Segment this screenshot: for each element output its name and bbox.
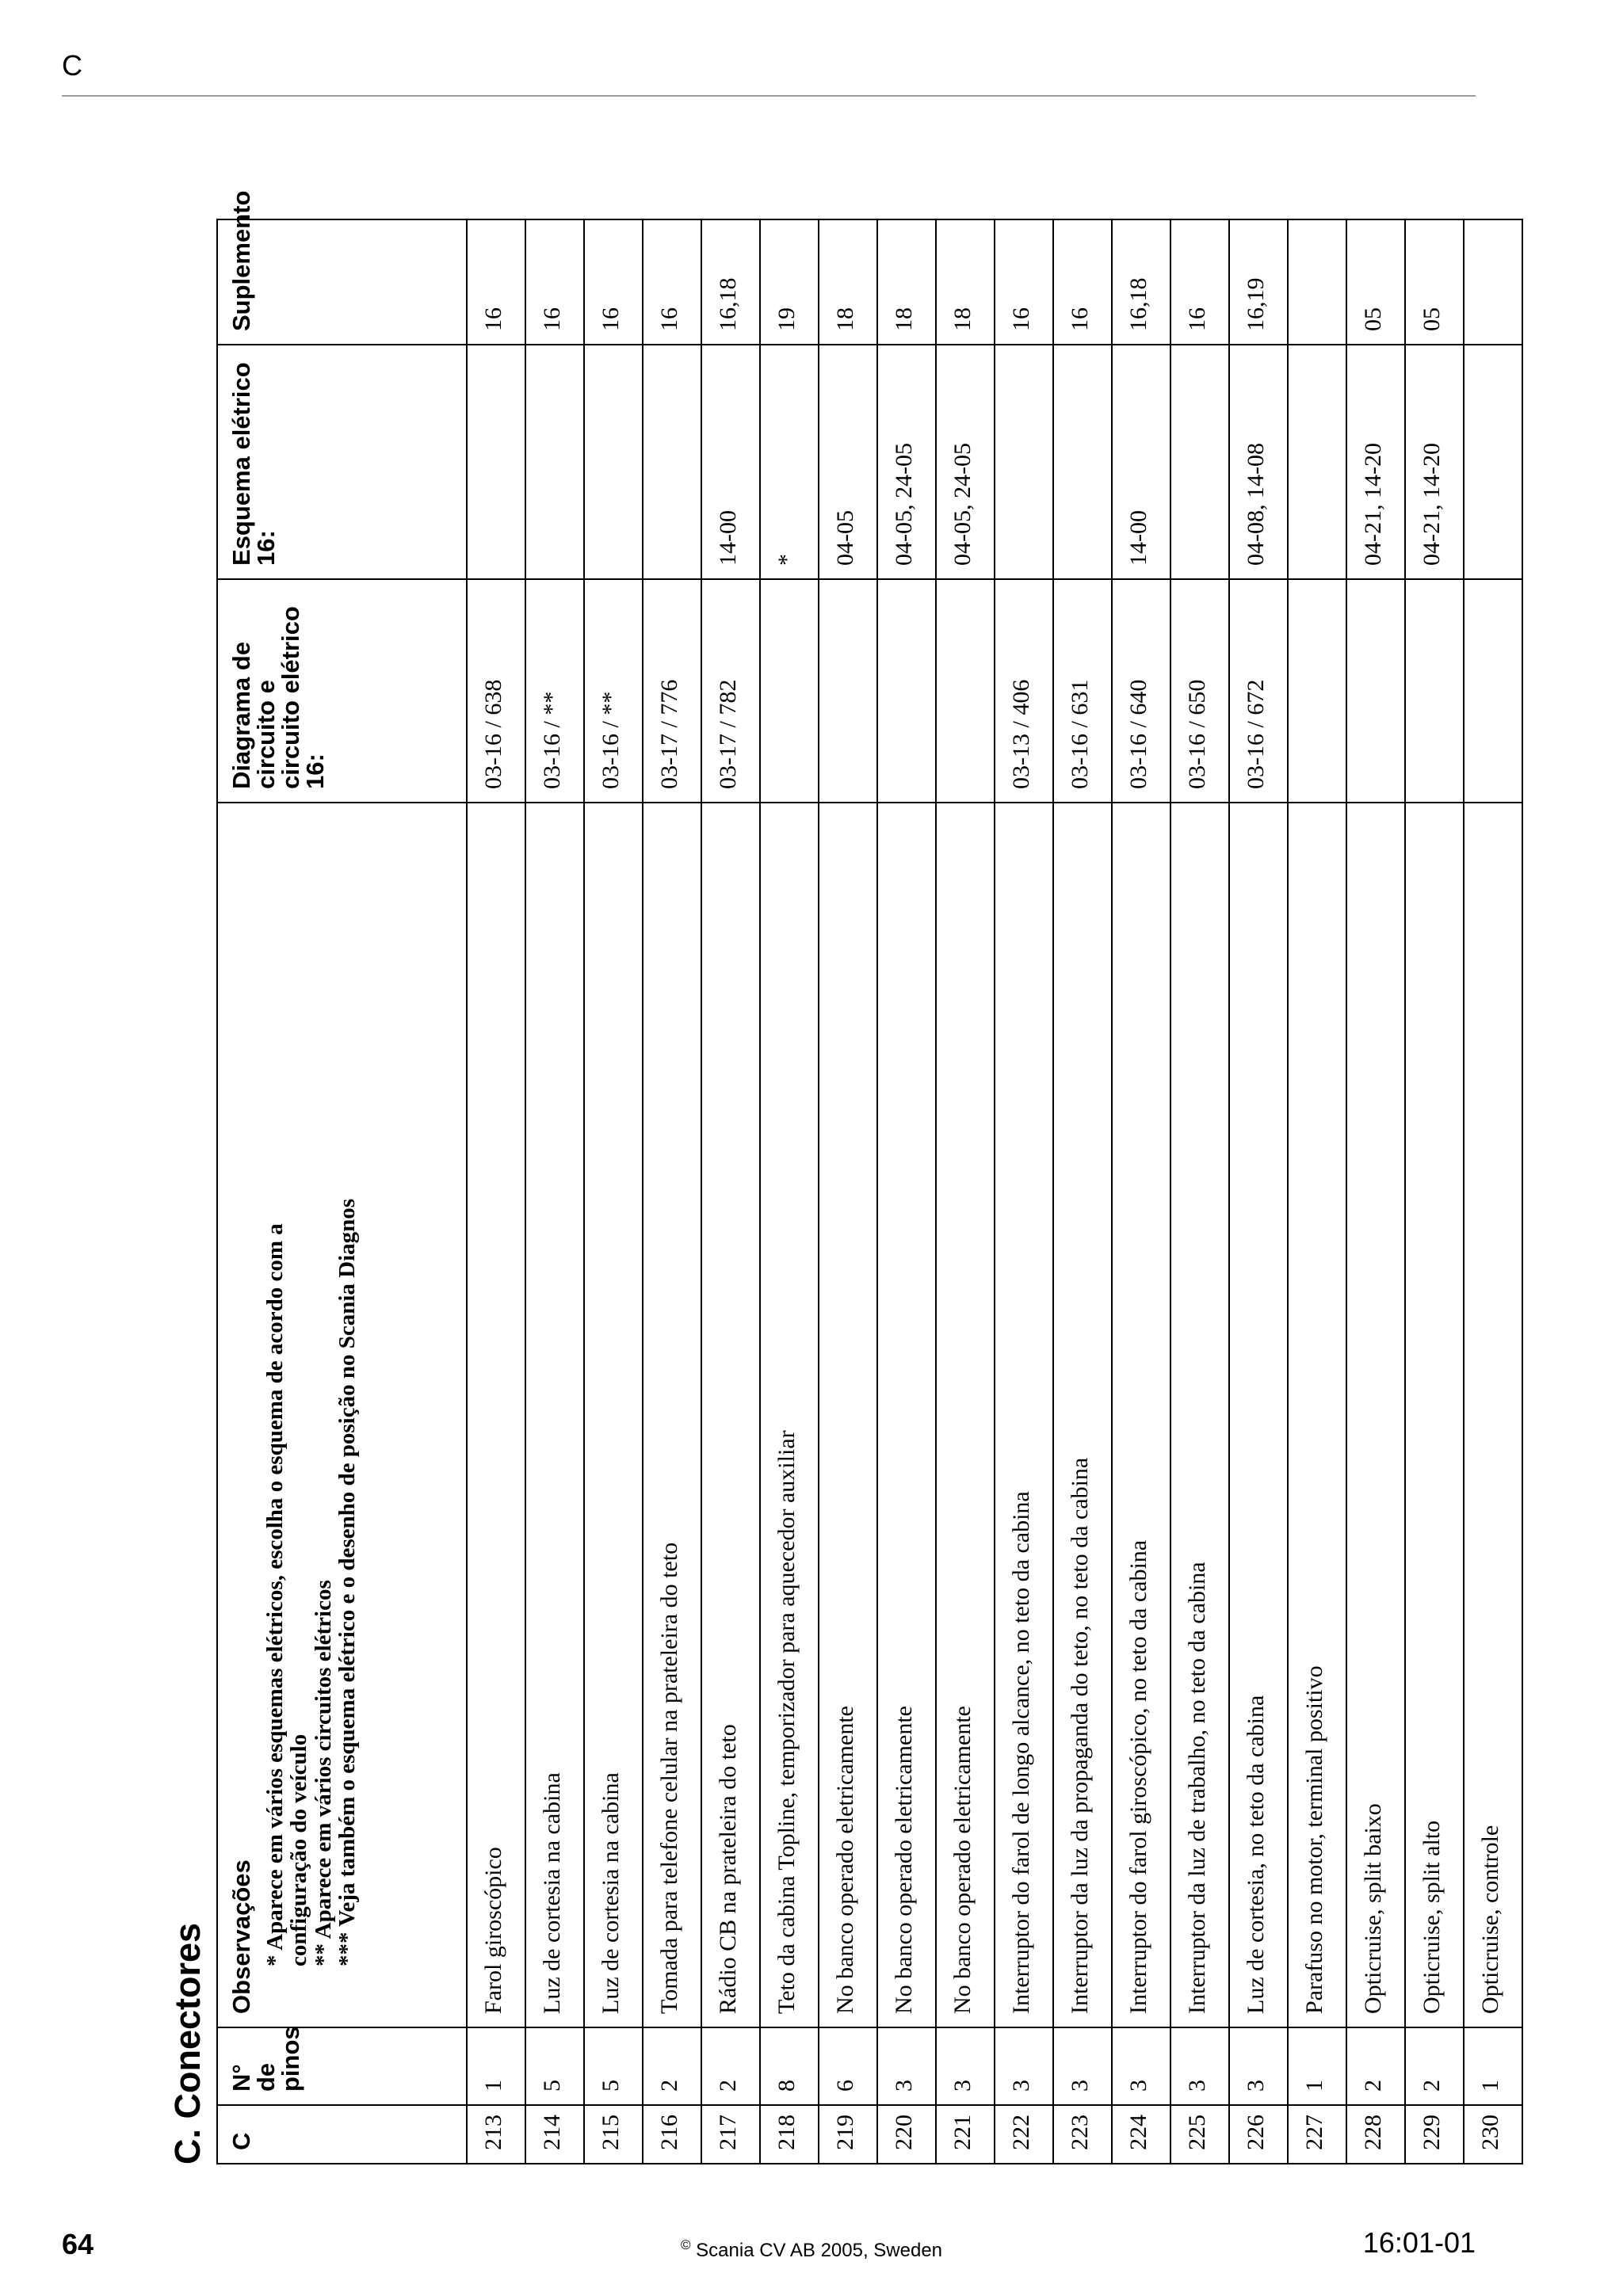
cell-diagram: 03-17 / 782 [701, 579, 760, 803]
table-row [1288, 219, 1346, 2164]
cell-scheme [467, 345, 525, 579]
cell-diagram: 03-13 / 406 [995, 579, 1053, 803]
table-row [643, 219, 701, 2164]
cell-c: 220 [877, 2105, 936, 2164]
cell-observation: Tomada para telefone celular na prateleira do teto [643, 803, 701, 2027]
cell-c: 227 [1288, 2105, 1346, 2164]
cell-supplement: 16 [525, 219, 584, 345]
cell-observation: Rádio CB na prateleira do teto [701, 803, 760, 2027]
cell-diagram: 03-16 / ** [525, 579, 584, 803]
cell-c: 217 [701, 2105, 760, 2164]
cell-supplement: 16 [467, 219, 525, 345]
cell-observation: No banco operado eletricamente [877, 803, 936, 2027]
cell-scheme: 04-05 [819, 345, 877, 579]
cell-diagram: 03-16 / 631 [1053, 579, 1112, 803]
cell-diagram: 03-16 / 672 [1229, 579, 1288, 803]
cell-pins: 3 [995, 2027, 1053, 2105]
cell-c: 226 [1229, 2105, 1288, 2164]
cell-pins: 8 [760, 2027, 819, 2105]
cell-c: 222 [995, 2105, 1053, 2164]
cell-diagram [1464, 579, 1522, 803]
table-row [584, 219, 643, 2164]
cell-supplement: 16 [1053, 219, 1112, 345]
cell-supplement: 05 [1346, 219, 1405, 345]
cell-scheme [1288, 345, 1346, 579]
cell-observation: Interruptor do farol giroscópico, no teto da cabina [1112, 803, 1170, 2027]
cell-scheme: * [760, 345, 819, 579]
note-line: configuração do veículo [286, 1733, 312, 1966]
cell-pins: 2 [1346, 2027, 1405, 2105]
cell-pins: 1 [1288, 2027, 1346, 2105]
table-row [877, 219, 936, 2164]
table-row [525, 219, 584, 2164]
cell-pins: 3 [1229, 2027, 1288, 2105]
cell-scheme [1170, 345, 1229, 579]
cell-c: 219 [819, 2105, 877, 2164]
cell-diagram [936, 579, 995, 803]
cell-scheme [1053, 345, 1112, 579]
cell-diagram [877, 579, 936, 803]
connector-table-block [161, 187, 1579, 2164]
table-row [1229, 219, 1288, 2164]
cell-pins: 1 [1464, 2027, 1522, 2105]
header-scheme: Esquema elétrico 16: [217, 345, 467, 579]
copyright-symbol: © [680, 2237, 691, 2252]
table-row [467, 219, 525, 2164]
cell-diagram [1288, 579, 1346, 803]
cell-supplement: 18 [936, 219, 995, 345]
header-observations [217, 803, 467, 2027]
cell-diagram [1405, 579, 1464, 803]
cell-c: 228 [1346, 2105, 1405, 2164]
cell-observation: Luz de cortesia, no teto da cabina [1229, 803, 1288, 2027]
cell-observation: Luz de cortesia na cabina [525, 803, 584, 2027]
table-row [1112, 219, 1170, 2164]
cell-pins: 2 [701, 2027, 760, 2105]
cell-observation: Parafuso no motor, terminal positivo [1288, 803, 1346, 2027]
section-title: C. Conectores [167, 1922, 208, 2164]
table-row [995, 219, 1053, 2164]
header-c: C [217, 2105, 467, 2164]
cell-scheme [525, 345, 584, 579]
cell-supplement: 16,18 [1112, 219, 1170, 345]
cell-pins: 1 [467, 2027, 525, 2105]
cell-diagram: 03-17 / 776 [643, 579, 701, 803]
copyright-text: Scania CV AB 2005, Sweden [696, 2240, 943, 2261]
cell-supplement: 19 [760, 219, 819, 345]
cell-supplement: 18 [819, 219, 877, 345]
cell-scheme: 14-00 [701, 345, 760, 579]
document-code: 16:01-01 [1362, 2226, 1476, 2259]
cell-diagram: 03-16 / 640 [1112, 579, 1170, 803]
cell-c: 218 [760, 2105, 819, 2164]
cell-supplement: 16 [995, 219, 1053, 345]
cell-c: 223 [1053, 2105, 1112, 2164]
cell-scheme: 04-08, 14-08 [1229, 345, 1288, 579]
cell-pins: 5 [525, 2027, 584, 2105]
cell-c: 213 [467, 2105, 525, 2164]
cell-supplement: 16 [643, 219, 701, 345]
header-diagram: Diagrama de circuito e circuito elétrico 16: [217, 579, 467, 803]
cell-pins: 5 [584, 2027, 643, 2105]
cell-c: 216 [643, 2105, 701, 2164]
table-row [1053, 219, 1112, 2164]
header-pins: N° de pinos [217, 2027, 467, 2105]
cell-scheme [643, 345, 701, 579]
table-row [1405, 219, 1464, 2164]
cell-c: 230 [1464, 2105, 1522, 2164]
cell-pins: 6 [819, 2027, 877, 2105]
header-supplement: Suplemento [217, 219, 467, 345]
cell-observation: Farol giroscópico [467, 803, 525, 2027]
cell-pins: 3 [1170, 2027, 1229, 2105]
cell-pins: 3 [1112, 2027, 1170, 2105]
cell-supplement: 05 [1405, 219, 1464, 345]
cell-observation: Opticruise, controle [1464, 803, 1522, 2027]
cell-c: 215 [584, 2105, 643, 2164]
cell-supplement: 16 [584, 219, 643, 345]
cell-pins: 3 [877, 2027, 936, 2105]
cell-scheme: 14-00 [1112, 345, 1170, 579]
cell-observation: Opticruise, split baixo [1346, 803, 1405, 2027]
header-divider [62, 95, 1476, 97]
cell-pins: 3 [1053, 2027, 1112, 2105]
cell-observation: No banco operado eletricamente [936, 803, 995, 2027]
cell-diagram: 03-16 / 650 [1170, 579, 1229, 803]
cell-c: 221 [936, 2105, 995, 2164]
header-observations-label: Observações [227, 1859, 255, 2014]
cell-scheme [584, 345, 643, 579]
cell-observation: No banco operado eletricamente [819, 803, 877, 2027]
table-row [1346, 219, 1405, 2164]
cell-diagram: 03-16 / 638 [467, 579, 525, 803]
cell-pins: 3 [936, 2027, 995, 2105]
cell-observation: Luz de cortesia na cabina [584, 803, 643, 2027]
cell-supplement: 16,19 [1229, 219, 1288, 345]
header-section-letter: C [62, 49, 82, 82]
cell-scheme [995, 345, 1053, 579]
table-row [819, 219, 877, 2164]
table-row [760, 219, 819, 2164]
header-notes [263, 816, 360, 2014]
note-line: *** Veja também o esquema elétrico e o desenho de posição no Scania Diagnos [334, 1198, 361, 1966]
cell-supplement: 18 [877, 219, 936, 345]
cell-diagram [1346, 579, 1405, 803]
table-row [1170, 219, 1229, 2164]
cell-c: 229 [1405, 2105, 1464, 2164]
cell-c: 225 [1170, 2105, 1229, 2164]
cell-diagram [760, 579, 819, 803]
cell-observation: Interruptor do farol de longo alcance, no teto da cabina [995, 803, 1053, 2027]
table-header-row [217, 219, 467, 2164]
table-row [936, 219, 995, 2164]
cell-scheme [1464, 345, 1522, 579]
cell-supplement [1288, 219, 1346, 345]
cell-pins: 2 [643, 2027, 701, 2105]
cell-scheme: 04-21, 14-20 [1346, 345, 1405, 579]
note-line: ** Aparece em vários circuitos elétricos [310, 1580, 336, 1966]
cell-scheme: 04-05, 24-05 [936, 345, 995, 579]
table-row [701, 219, 760, 2164]
cell-scheme: 04-21, 14-20 [1405, 345, 1464, 579]
cell-diagram: 03-16 / ** [584, 579, 643, 803]
table-row [1464, 219, 1522, 2164]
cell-c: 214 [525, 2105, 584, 2164]
cell-observation: Interruptor da luz de trabalho, no teto da cabina [1170, 803, 1229, 2027]
connectors-table [216, 190, 1523, 2164]
cell-scheme: 04-05, 24-05 [877, 345, 936, 579]
cell-supplement: 16 [1170, 219, 1229, 345]
page-number: 64 [62, 2228, 94, 2260]
cell-diagram [819, 579, 877, 803]
cell-observation: Interruptor da luz da propaganda do teto, no teto da cabina [1053, 803, 1112, 2027]
cell-supplement: 16,18 [701, 219, 760, 345]
cell-supplement [1464, 219, 1522, 345]
cell-c: 224 [1112, 2105, 1170, 2164]
cell-pins: 2 [1405, 2027, 1464, 2105]
cell-observation: Opticruise, split alto [1405, 803, 1464, 2027]
cell-observation: Teto da cabina Topline, temporizador para aquecedor auxiliar [760, 803, 819, 2027]
note-line: * Aparece em vários esquemas elétricos, escolha o esquema de acordo com a [262, 1223, 288, 1966]
